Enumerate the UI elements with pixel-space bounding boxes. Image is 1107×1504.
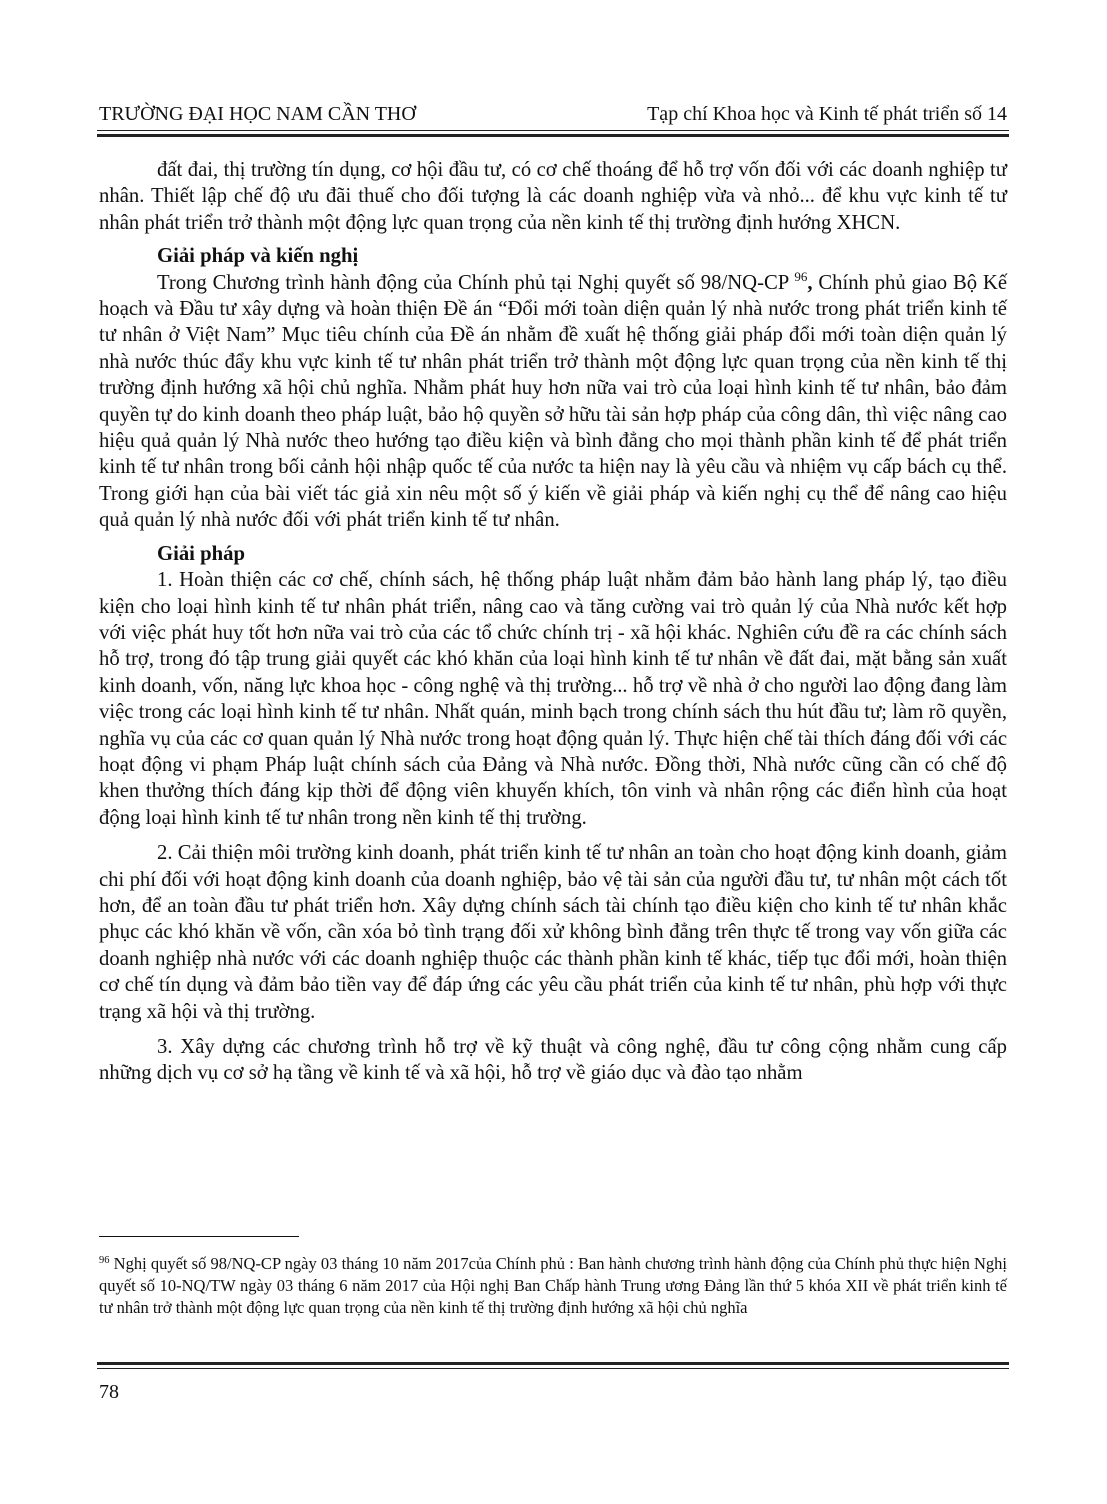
- paragraph-program-text-1: Trong Chương trình hành động của Chính phủ tại Nghị quyết số 98/NQ-CP: [157, 271, 795, 294]
- section-heading-solutions: Giải pháp: [157, 542, 245, 565]
- running-header: [99, 101, 1007, 127]
- footnote-separator: [99, 1236, 299, 1237]
- footnote-ref: 96: [794, 268, 808, 284]
- header-rule-thin: [97, 130, 1009, 131]
- header-rule-thick: [97, 134, 1009, 137]
- footer-rule-thick: [97, 1362, 1009, 1365]
- header-institution: TRƯỜNG ĐẠI HỌC NAM CẦN THƠ: [99, 103, 416, 125]
- paragraph-solution-2: 2. Cải thiện môi trường kinh doanh, phát triển kinh tế tư nhân an toàn cho hoạt động kinh doanh, giảm chi phí đối với hoạt động kinh doanh của doanh nghiệp, bảo vệ tài sản của người đầu tư, tư nhân một cách tốt hơn, để an toàn đầu tư phát triển hơn. Xây dựng chính sách tài chính tạo điều kiện cho kinh tế tư nhân khắc phục các khó khăn về vốn, cần xóa bỏ tình trạng đối xử không bình đẳng trên thực tế trong vay vốn giữa các doanh nghiệp nhà nước với các doanh nghiệp thuộc các thành phần kinh tế khác, tiếp tục đổi mới, hoàn thiện cơ chế tín dụng và đảm bảo tiền vay để đáp ứng các yêu cầu phát triển của kinh tế tư nhân, phù hợp với thực trạng xã hội và thị trường.: [99, 842, 1007, 1023]
- footnote-mark: 96: [99, 1255, 110, 1266]
- footnote-text: Nghị quyết số 98/NQ-CP ngày 03 tháng 10 năm 2017của Chính phủ : Ban hành chương trình hành động của Chính phủ thực hiện Nghị quyết số 10-NQ/TW ngày 03 tháng 6 năm 2017 của Hội nghị Ban Chấp hành Trung ương Đảng lần thứ 5 khóa XII về phát triển kinh tế tư nhân trở thành một động lực quan trọng của nền kinh tế thị trường định hướng xã hội chủ nghĩa: [99, 1254, 1007, 1317]
- paragraph-program: [99, 270, 1007, 534]
- paragraph-solution-1: 1. Hoàn thiện các cơ chế, chính sách, hệ thống pháp luật nhằm đảm bảo hành lang pháp lý, tạo điều kiện cho loại hình kinh tế tư nhân phát triển, nâng cao và tăng cường vai trò quản lý của Nhà nước kết hợp với việc phát huy tốt hơn nữa vai trò của các tổ chức chính trị - xã hội khác. Nghiên cứu đề ra các chính sách hỗ trợ, trong đó tập trung giải quyết các khó khăn của loại hình kinh tế tư nhân về đất đai, mặt bằng sản xuất kinh doanh, vốn, năng lực khoa học - công nghệ và thị trường... hỗ trợ về nhà ở cho người lao động đang làm việc trong các loại hình kinh tế tư nhân. Nhất quán, minh bạch trong chính sách thu hút đầu tư; làm rõ quyền, nghĩa vụ của các cơ quan quản lý Nhà nước trong hoạt động quản lý. Thực hiện chế tài thích đáng đối với các hoạt động vi phạm Pháp luật chính sách của Đảng và Nhà nước. Đồng thời, Nhà nước cũng cần có chế độ khen thưởng thích đáng kịp thời để động viên khuyến khích, tôn vinh và nhân rộng các điển hình của hoạt động loại hình kinh tế tư nhân trong nền kinh tế thị trường.: [99, 569, 1007, 829]
- paragraph-intro: đất đai, thị trường tín dụng, cơ hội đầu tư, có cơ chế thoáng để hỗ trợ vốn đối với các doanh nghiệp tư nhân. Thiết lập chế độ ưu đãi thuế cho đối tượng là các doanh nghiệp vừa và nhỏ... để khu vực kinh tế tư nhân phát triển trở thành một động lực quan trọng của nền kinh tế thị trường định hướng XHCN.: [99, 159, 1007, 234]
- article-body: [99, 157, 1007, 1087]
- header-journal: Tạp chí Khoa học và Kinh tế phát triển số 14: [647, 103, 1007, 125]
- paragraph-program-comma: ,: [807, 271, 813, 294]
- paragraph-program-text-2: Chính phủ giao Bộ Kế hoạch và Đầu tư xây dựng và hoàn thiện Đề án “Đổi mới toàn diện quản lý nhà nước trong phát triển kinh tế tư nhân ở Việt Nam” Mục tiêu chính của Đề án nhằm đề xuất hệ thống giải pháp đổi mới toàn diện quản lý nhà nước thúc đẩy khu vực kinh tế tư nhân phát triển trở thành một động lực quan trọng của nền kinh tế thị trường định hướng xã hội chủ nghĩa. Nhằm phát huy hơn nữa vai trò của loại hình kinh tế tư nhân, bảo đảm quyền tự do kinh doanh theo pháp luật, bảo hộ quyền sở hữu tài sản hợp pháp của công dân, thì việc nâng cao hiệu quả quản lý Nhà nước theo hướng tạo điều kiện và bình đẳng cho mọi thành phần kinh tế để phát triển kinh tế tư nhân trong bối cảnh hội nhập quốc tế của nước ta hiện nay là yêu cầu và nhiệm vụ cấp bách cụ thể. Trong giới hạn của bài viết tác giả xin nêu một số ý kiến về giải pháp và kiến nghị cụ thể để nâng cao hiệu quả quản lý nhà nước đối với phát triển kinh tế tư nhân.: [99, 271, 1008, 532]
- footer-rule-thin: [97, 1368, 1009, 1369]
- paragraph-solution-3: 3. Xây dựng các chương trình hỗ trợ về kỹ thuật và công nghệ, đầu tư công cộng nhằm cung cấp những dịch vụ cơ sở hạ tầng về kinh tế và xã hội, hỗ trợ về giáo dục và đào tạo nhằm: [99, 1036, 1007, 1085]
- footnote: [99, 1253, 1007, 1319]
- section-heading-solutions-recommendations: Giải pháp và kiến nghị: [157, 245, 359, 268]
- page-number: 78: [99, 1381, 119, 1403]
